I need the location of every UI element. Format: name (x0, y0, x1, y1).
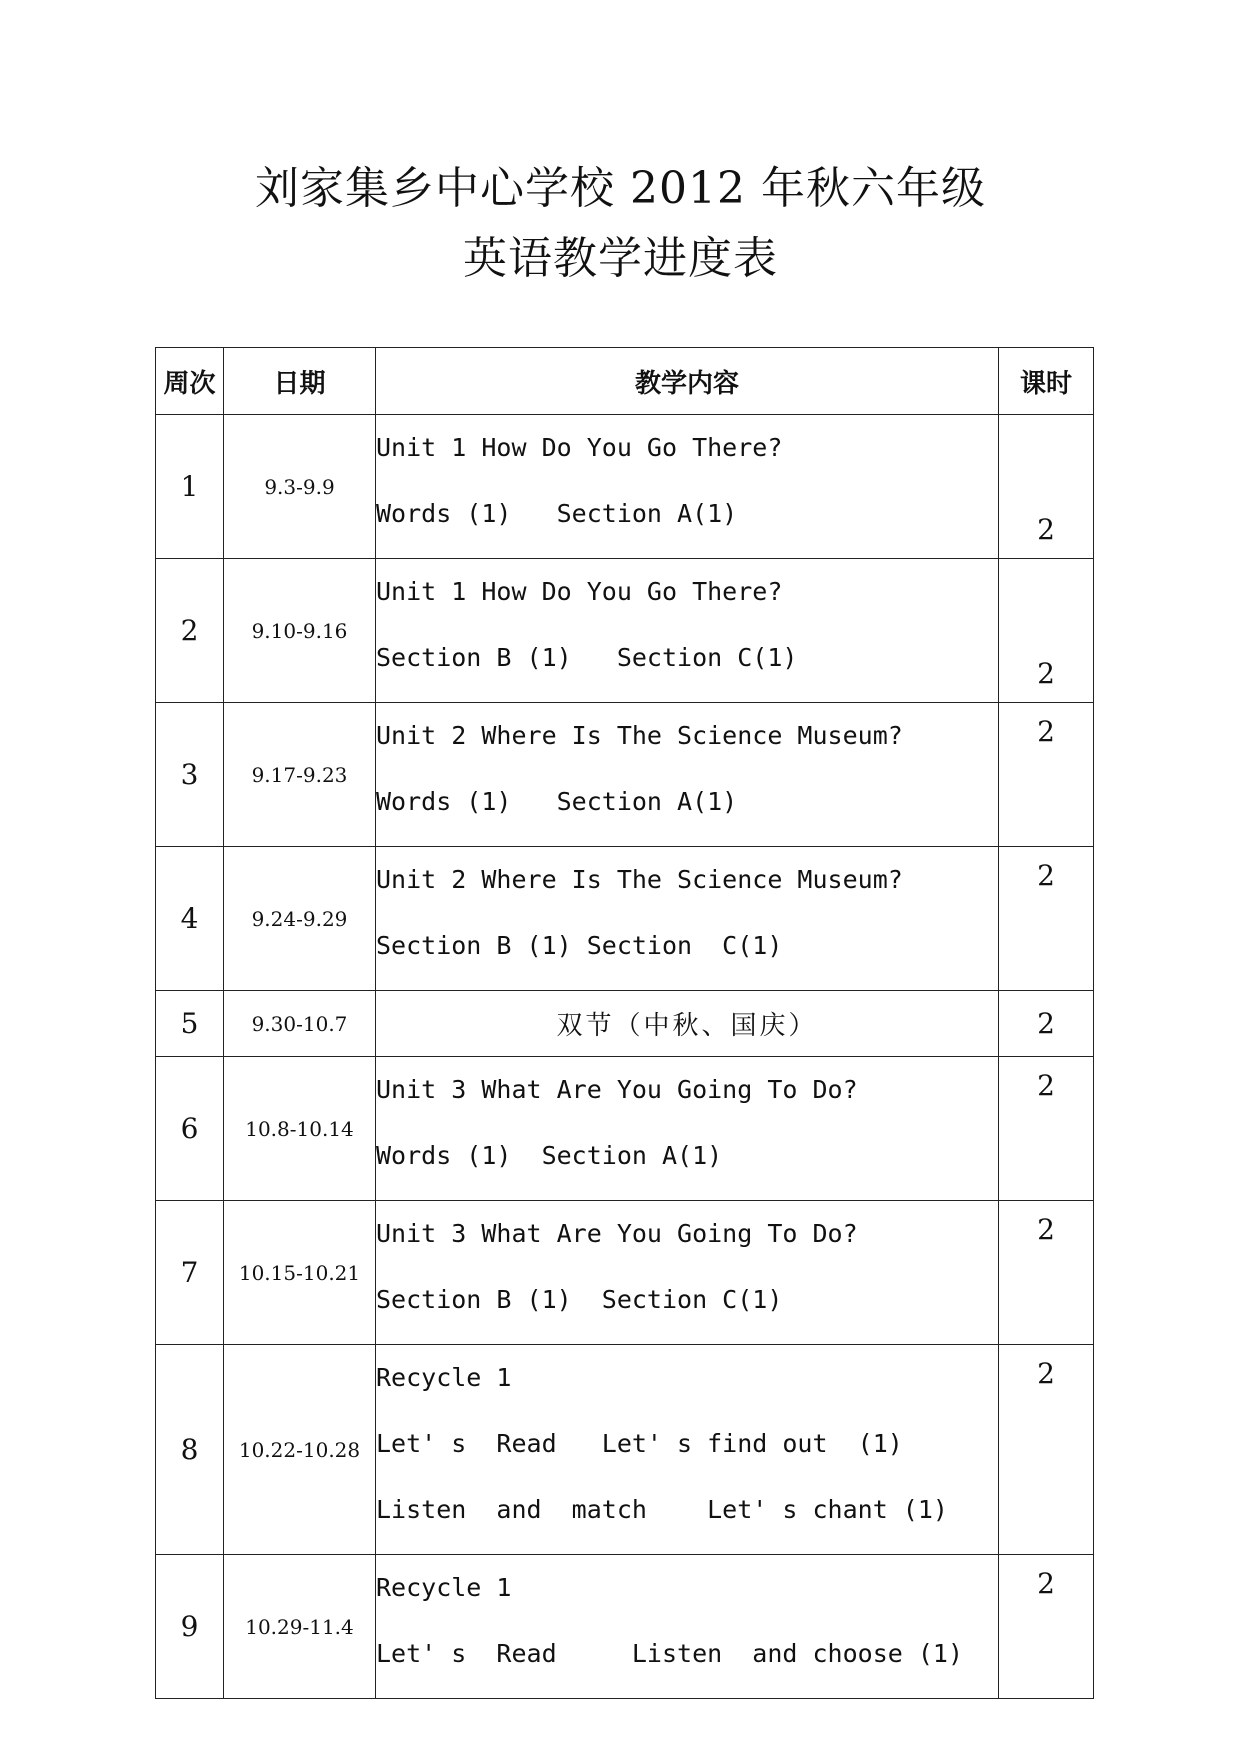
content-line: Words (1) Section A(1) (376, 1141, 723, 1170)
page-subtitle: 英语教学进度表 (463, 233, 778, 284)
content-cell (376, 1555, 999, 1699)
content-line: Let' s Read Listen and choose (1) (376, 1639, 963, 1668)
content-cell (376, 703, 999, 847)
date-cell: 9.24-9.29 (224, 847, 376, 991)
week-cell: 3 (156, 703, 224, 847)
page-title: 刘家集乡中心学校 2012 年秋六年级 (255, 163, 986, 214)
content-line: Unit 1 How Do You Go There? (376, 433, 783, 462)
hours-cell: 2 (999, 1555, 1094, 1699)
hours-cell: 2 (999, 1345, 1094, 1555)
content-line: Words (1) Section A(1) (376, 499, 738, 528)
header-content: 教学内容 (376, 348, 999, 415)
content-line: Unit 1 How Do You Go There? (376, 577, 783, 606)
date-cell: 10.8-10.14 (224, 1057, 376, 1201)
week-cell: 5 (156, 991, 224, 1057)
table-row (156, 1201, 1094, 1345)
content-cell: 双节（中秋、国庆） (376, 991, 999, 1057)
table-row (156, 559, 1094, 703)
date-cell: 10.15-10.21 (224, 1201, 376, 1345)
table-row (156, 1555, 1094, 1699)
header-hours: 课时 (999, 348, 1094, 415)
week-cell: 1 (156, 415, 224, 559)
date-cell: 10.22-10.28 (224, 1345, 376, 1555)
table-row (156, 703, 1094, 847)
hours-cell: 2 (999, 847, 1094, 991)
content-cell (376, 559, 999, 703)
content-line: Unit 2 Where Is The Science Museum? (376, 865, 903, 894)
hours-cell: 2 (999, 703, 1094, 847)
table-header-row (156, 348, 1094, 415)
hours-cell: 2 (999, 991, 1094, 1057)
week-cell: 8 (156, 1345, 224, 1555)
content-line: Section B (1) Section C(1) (376, 643, 798, 672)
table-row (156, 991, 1094, 1057)
date-cell: 9.17-9.23 (224, 703, 376, 847)
content-cell (376, 1057, 999, 1201)
hours-cell: 2 (999, 559, 1094, 703)
week-cell: 4 (156, 847, 224, 991)
content-line: Listen and match Let' s chant (1) (376, 1495, 948, 1524)
schedule-table (155, 347, 1094, 1699)
table-row (156, 1345, 1094, 1555)
content-cell (376, 1201, 999, 1345)
content-cell (376, 847, 999, 991)
table-row (156, 1057, 1094, 1201)
week-cell: 7 (156, 1201, 224, 1345)
content-line: Unit 3 What Are You Going To Do? (376, 1075, 858, 1104)
content-line: Section B (1) Section C(1) (376, 931, 783, 960)
content-line: Unit 3 What Are You Going To Do? (376, 1219, 858, 1248)
content-line: Section B (1) Section C(1) (376, 1285, 783, 1314)
date-cell: 10.29-11.4 (224, 1555, 376, 1699)
hours-cell: 2 (999, 415, 1094, 559)
hours-cell: 2 (999, 1201, 1094, 1345)
date-cell: 9.30-10.7 (224, 991, 376, 1057)
date-cell: 9.10-9.16 (224, 559, 376, 703)
content-line: Words (1) Section A(1) (376, 787, 738, 816)
week-cell: 2 (156, 559, 224, 703)
table-row (156, 847, 1094, 991)
header-date: 日期 (224, 348, 376, 415)
content-line: Unit 2 Where Is The Science Museum? (376, 721, 903, 750)
content-line: Let' s Read Let' s find out (1) (376, 1429, 903, 1458)
header-week: 周次 (156, 348, 224, 415)
content-line: Recycle 1 (376, 1363, 512, 1392)
date-cell: 9.3-9.9 (224, 415, 376, 559)
content-cell (376, 1345, 999, 1555)
table-row (156, 415, 1094, 559)
content-line: Recycle 1 (376, 1573, 512, 1602)
hours-cell: 2 (999, 1057, 1094, 1201)
week-cell: 9 (156, 1555, 224, 1699)
week-cell: 6 (156, 1057, 224, 1201)
content-cell (376, 415, 999, 559)
